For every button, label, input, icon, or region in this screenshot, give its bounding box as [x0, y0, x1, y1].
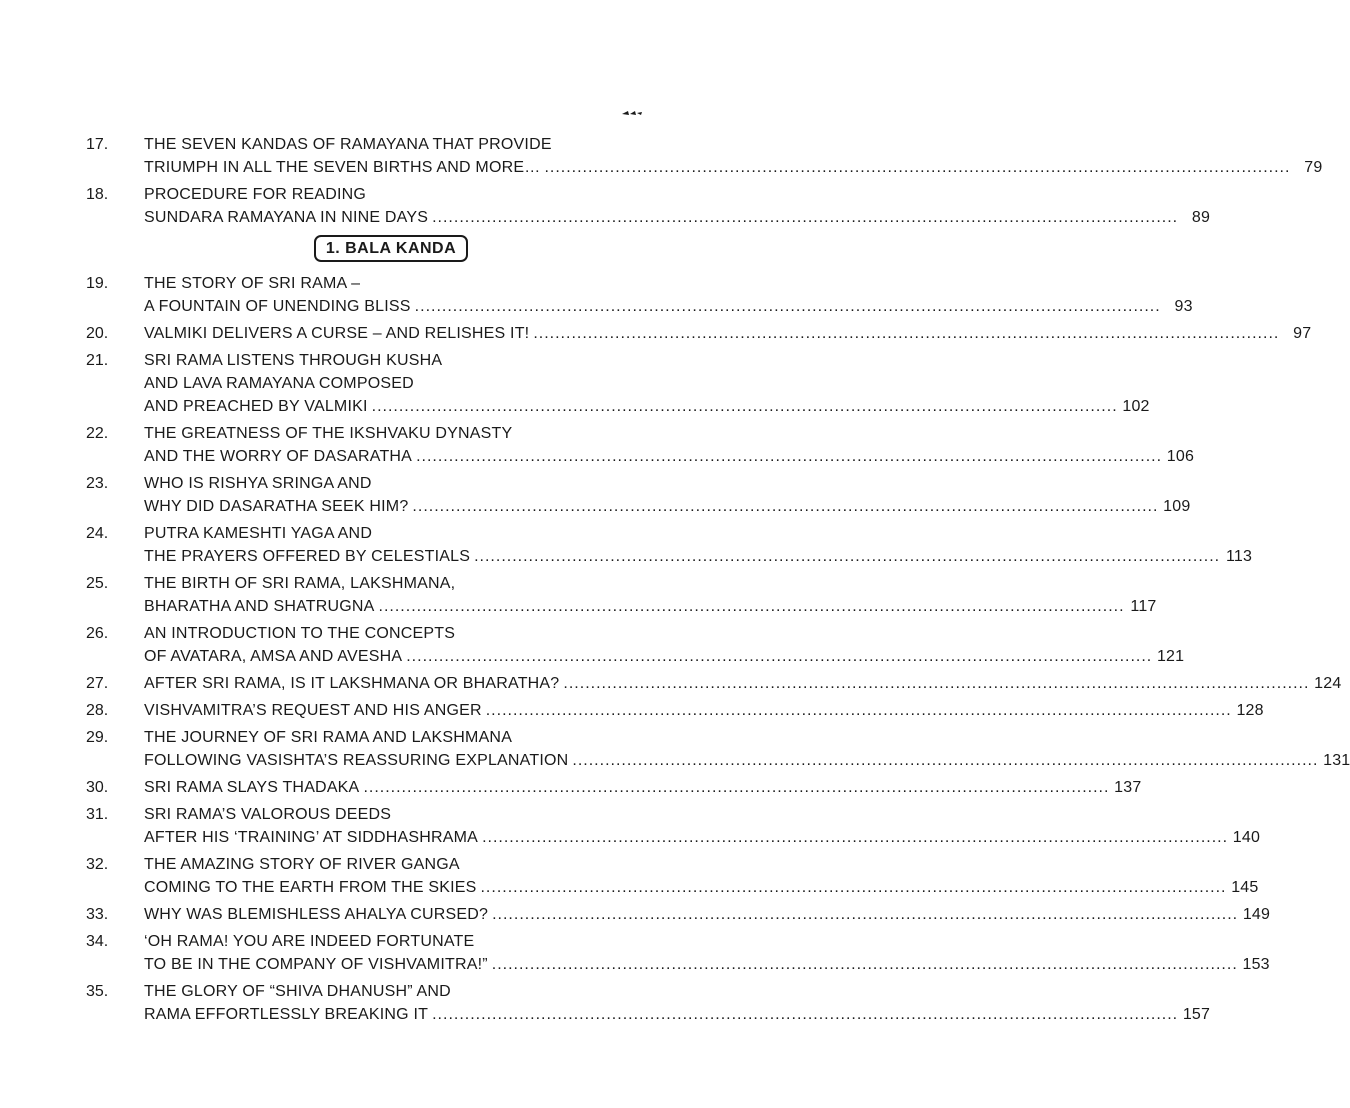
- toc-entry-title-line: AN INTRODUCTION TO THE CONCEPTS: [144, 625, 456, 642]
- toc-page-number: 109: [1163, 498, 1191, 515]
- toc-entry-last-line: [144, 156, 1322, 179]
- toc-entry-body: [144, 672, 1341, 695]
- toc-entry-title-line: AND PREACHED BY VALMIKI: [144, 398, 368, 415]
- dot-leader: [480, 876, 1226, 899]
- toc-entry-body: [144, 622, 1184, 668]
- toc-entry-last-line: [144, 645, 1184, 668]
- toc-page-number: 137: [1114, 779, 1142, 796]
- toc-entry-title-line: SUNDARA RAMAYANA IN NINE DAYS: [144, 209, 429, 226]
- toc-entry-body: [144, 522, 1252, 568]
- toc-entry-title-line: TRIUMPH IN ALL THE SEVEN BIRTHS AND MORE…: [144, 159, 541, 176]
- toc-entry-number: 26.: [86, 625, 109, 642]
- toc-entry-last-line: [144, 322, 1311, 345]
- toc-entry-title-line: WHY WAS BLEMISHLESS AHALYA CURSED?: [144, 906, 489, 923]
- toc-entry-title-line: SRI RAMA LISTENS THROUGH KUSHA: [144, 352, 443, 369]
- toc-entry-title-line: PUTRA KAMESHTI YAGA AND: [144, 525, 373, 542]
- dot-leader: [533, 322, 1279, 345]
- toc-entry-title-line: A FOUNTAIN OF UNENDING BLISS: [144, 298, 411, 315]
- toc-entry-title-line: AND LAVA RAMAYANA COMPOSED: [144, 375, 414, 392]
- toc-entry-last-line: [144, 672, 1341, 695]
- toc-entry: [86, 572, 1157, 618]
- toc-entry: [86, 903, 1271, 926]
- dot-leader: [544, 156, 1290, 179]
- toc-page-number: 145: [1231, 879, 1259, 896]
- section-heading: 1. BALA KANDA: [314, 235, 468, 262]
- toc-entry-last-line: [144, 776, 1141, 799]
- toc-entry: [86, 183, 1211, 229]
- toc-page-number: 121: [1156, 648, 1185, 665]
- toc-entry-last-line: [144, 1003, 1210, 1026]
- toc-entry-title-line: SRI RAMA’S VALOROUS DEEDS: [144, 806, 392, 823]
- toc-entry-last-line: [144, 699, 1264, 722]
- toc-entry-number: 32.: [86, 856, 109, 873]
- toc-entry-title-line: PROCEDURE FOR READING: [144, 186, 366, 203]
- toc-entry-number: 31.: [86, 806, 109, 823]
- toc-entry-title-line: SRI RAMA SLAYS THADAKA: [144, 779, 360, 796]
- toc-entry-number: 19.: [86, 275, 109, 292]
- toc-entry-title-line: THE GLORY OF “SHIVA DHANUSH” AND: [144, 983, 451, 1000]
- toc-entry: [86, 930, 1270, 976]
- toc-entry-body: [144, 422, 1194, 468]
- toc-entry-number: 20.: [86, 325, 109, 342]
- toc-entry-number: 24.: [86, 525, 109, 542]
- dot-leader: [432, 1003, 1178, 1026]
- toc-entry-title-line: WHO IS RISHYA SRINGA AND: [144, 475, 372, 492]
- toc-entry-title-line: WHY DID DASARATHA SEEK HIM?: [144, 498, 409, 515]
- toc-group-before: [86, 133, 1323, 229]
- toc-entry-number: 27.: [86, 675, 109, 692]
- toc-entry-body: [144, 272, 1193, 318]
- toc-entry-body: [144, 776, 1141, 799]
- toc-entry-body: [144, 853, 1259, 899]
- toc-entry-last-line: [144, 395, 1150, 418]
- toc-entry-title-line: THE AMAZING STORY OF RIVER GANGA: [144, 856, 460, 873]
- toc-entry-title-line: THE JOURNEY OF SRI RAMA AND LAKSHMANA: [144, 729, 513, 746]
- toc-entry-body: [144, 349, 1150, 418]
- toc-entry-last-line: [144, 595, 1157, 618]
- toc-page-number: 93: [1174, 298, 1193, 315]
- toc-page-number: 131: [1323, 752, 1350, 769]
- toc-entry-last-line: [144, 826, 1260, 849]
- toc-entry-body: [144, 183, 1210, 229]
- toc-entry: [86, 980, 1211, 1026]
- dot-leader: [415, 295, 1161, 318]
- section-heading-row: [86, 235, 696, 262]
- table-of-contents: [86, 133, 1350, 1030]
- dot-leader: [572, 749, 1318, 772]
- toc-entry-title-line: AFTER SRI RAMA, IS IT LAKSHMANA OR BHARATHA?: [144, 675, 560, 692]
- toc-page-number: 149: [1242, 906, 1271, 923]
- toc-page-number: 106: [1166, 448, 1195, 465]
- toc-entry-title-line: FOLLOWING VASISHTA’S REASSURING EXPLANATION: [144, 752, 569, 769]
- toc-entry: [86, 699, 1264, 722]
- toc-entry-title-line: ‘OH RAMA! YOU ARE INDEED FORTUNATE: [144, 933, 475, 950]
- toc-page-number: 97: [1293, 325, 1312, 342]
- toc-entry-body: [144, 472, 1190, 518]
- toc-entry-title-line: COMING TO THE EARTH FROM THE SKIES: [144, 879, 477, 896]
- dot-leader: [482, 826, 1228, 849]
- toc-entry-number: 30.: [86, 779, 109, 796]
- toc-entry: [86, 272, 1193, 318]
- dot-leader: [492, 953, 1238, 976]
- toc-entry-title-line: THE SEVEN KANDAS OF RAMAYANA THAT PROVIDE: [144, 136, 552, 153]
- dot-leader: [432, 206, 1178, 229]
- toc-entry-last-line: [144, 903, 1270, 926]
- toc-page-number: 153: [1242, 956, 1270, 973]
- toc-entry-title-line: THE BIRTH OF SRI RAMA, LAKSHMANA,: [144, 575, 456, 592]
- toc-entry-number: 33.: [86, 906, 109, 923]
- toc-entry-number: 28.: [86, 702, 109, 719]
- toc-entry-body: [144, 803, 1260, 849]
- toc-entry: [86, 522, 1253, 568]
- toc-entry-title-line: THE GREATNESS OF THE IKSHVAKU DYNASTY: [144, 425, 513, 442]
- toc-entry-number: 18.: [86, 186, 109, 203]
- toc-entry-title-line: THE PRAYERS OFFERED BY CELESTIALS: [144, 548, 471, 565]
- toc-entry-body: [144, 903, 1270, 926]
- toc-entry-number: 35.: [86, 983, 109, 1000]
- toc-page-number: 128: [1236, 702, 1264, 719]
- toc-entry: [86, 622, 1185, 668]
- toc-entry-number: 17.: [86, 136, 109, 153]
- toc-entry-body: [144, 133, 1322, 179]
- toc-entry-last-line: [144, 953, 1270, 976]
- toc-page-number: 79: [1304, 159, 1323, 176]
- dot-leader: [416, 445, 1162, 468]
- toc-group-after: [86, 272, 1350, 1026]
- toc-page-number: 113: [1226, 548, 1253, 565]
- dot-leader: [406, 645, 1152, 668]
- toc-entry-title-line: BHARATHA AND SHATRUGNA: [144, 598, 375, 615]
- toc-entry-last-line: [144, 295, 1193, 318]
- ornament-mark: [622, 110, 642, 116]
- toc-entry-last-line: [144, 206, 1210, 229]
- toc-entry-body: [144, 930, 1270, 976]
- toc-entry: [86, 853, 1259, 899]
- toc-entry-title-line: THE STORY OF SRI RAMA –: [144, 275, 361, 292]
- toc-entry-title-line: VISHVAMITRA’S REQUEST AND HIS ANGER: [144, 702, 482, 719]
- toc-entry: [86, 803, 1261, 849]
- toc-entry-number: 22.: [86, 425, 109, 442]
- toc-page-number: 89: [1191, 209, 1211, 226]
- toc-page-number: 117: [1130, 598, 1157, 615]
- dot-leader: [379, 595, 1125, 618]
- dot-leader: [372, 395, 1118, 418]
- toc-entry-number: 25.: [86, 575, 109, 592]
- dot-leader: [412, 495, 1158, 518]
- toc-entry-number: 21.: [86, 352, 109, 369]
- toc-entry-body: [144, 322, 1311, 345]
- toc-entry-title-line: OF AVATARA, AMSA AND AVESHA: [144, 648, 403, 665]
- dot-leader: [474, 545, 1220, 568]
- toc-entry: [86, 322, 1312, 345]
- toc-page-number: 124: [1314, 675, 1342, 692]
- toc-page-number: 102: [1122, 398, 1150, 415]
- toc-entry-number: 34.: [86, 933, 109, 950]
- dot-leader: [486, 699, 1232, 722]
- toc-entry: [86, 133, 1323, 179]
- toc-entry-last-line: [144, 445, 1194, 468]
- toc-entry-number: 23.: [86, 475, 109, 492]
- toc-entry-title-line: RAMA EFFORTLESSLY BREAKING IT: [144, 1006, 429, 1023]
- toc-entry: [86, 349, 1150, 418]
- toc-entry: [86, 472, 1191, 518]
- toc-page-number: 140: [1232, 829, 1261, 846]
- toc-entry-title-line: AND THE WORRY OF DASARATHA: [144, 448, 413, 465]
- toc-entry-title-line: AFTER HIS ‘TRAINING’ AT SIDDHASHRAMA: [144, 829, 479, 846]
- toc-entry-last-line: [144, 876, 1259, 899]
- dot-leader: [363, 776, 1109, 799]
- toc-entry-title-line: VALMIKI DELIVERS A CURSE – AND RELISHES IT!: [144, 325, 530, 342]
- toc-entry-body: [144, 726, 1350, 772]
- toc-entry-body: [144, 699, 1264, 722]
- toc-entry-last-line: [144, 749, 1350, 772]
- toc-entry: [86, 776, 1142, 799]
- toc-entry-last-line: [144, 495, 1190, 518]
- toc-entry: [86, 422, 1195, 468]
- toc-entry: [86, 726, 1350, 772]
- toc-entry-title-line: TO BE IN THE COMPANY OF VISHVAMITRA!”: [144, 956, 488, 973]
- toc-entry-last-line: [144, 545, 1252, 568]
- toc-entry: [86, 672, 1342, 695]
- toc-entry-number: 29.: [86, 729, 109, 746]
- toc-entry-body: [144, 572, 1157, 618]
- toc-entry-body: [144, 980, 1210, 1026]
- dot-leader: [492, 903, 1238, 926]
- dot-leader: [563, 672, 1309, 695]
- toc-page-number: 157: [1182, 1006, 1211, 1023]
